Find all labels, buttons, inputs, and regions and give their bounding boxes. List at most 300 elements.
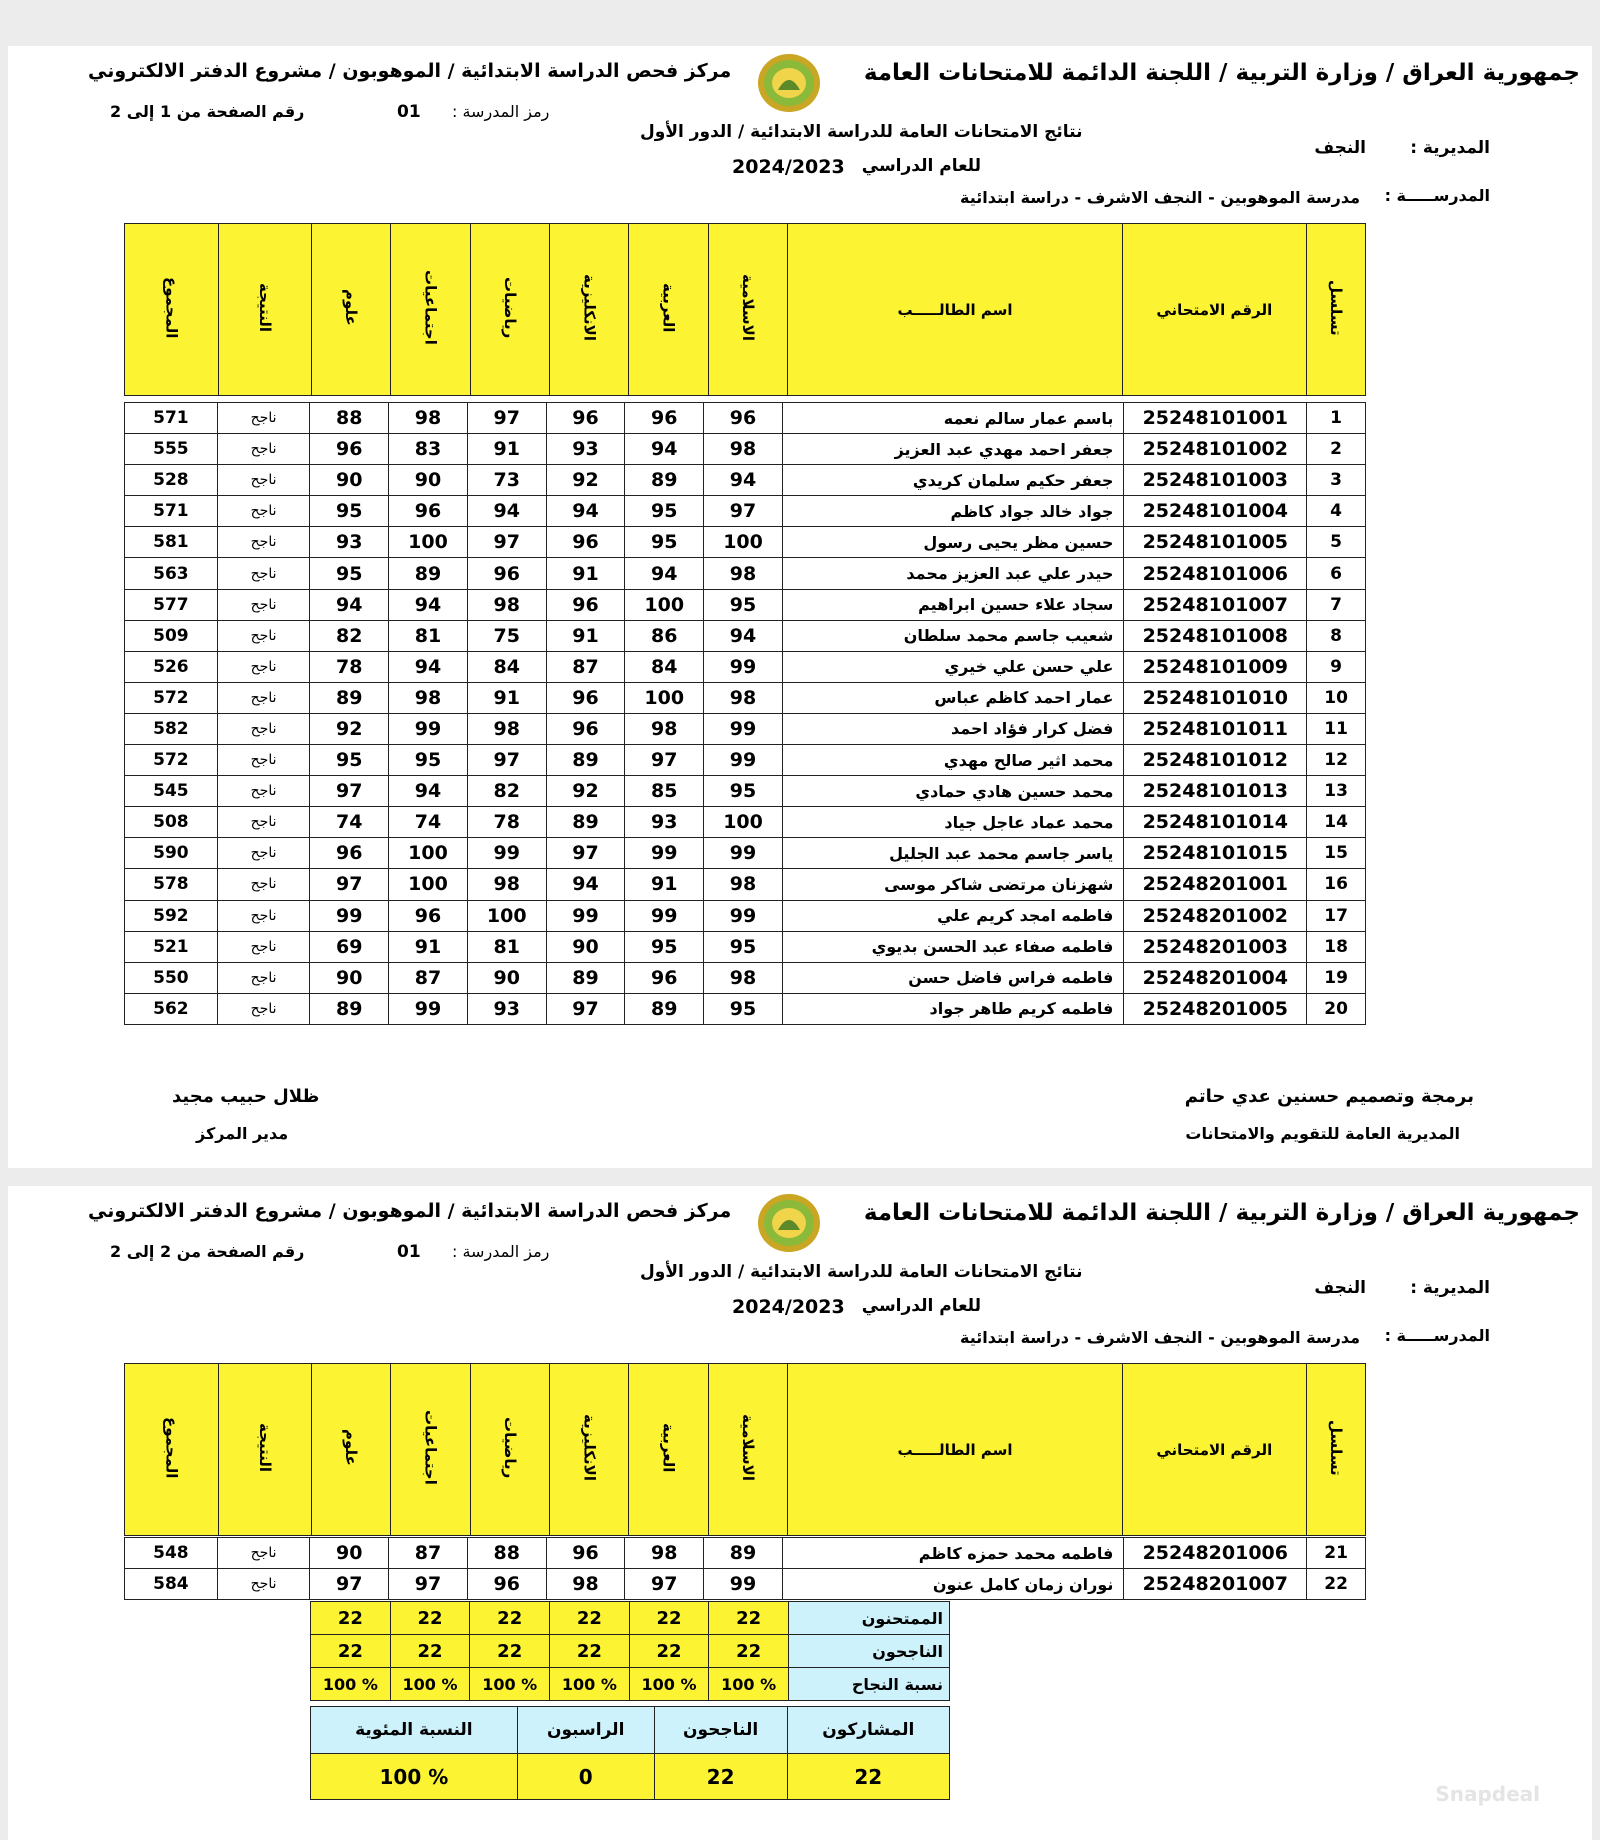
table-row xyxy=(125,776,1366,807)
ministry-emblem-icon xyxy=(756,1192,822,1254)
cell-serial: 8 xyxy=(1307,620,1366,651)
cell-islamic: 98 xyxy=(704,682,783,713)
stats-cell: 22 xyxy=(629,1635,709,1668)
cell-serial: 13 xyxy=(1307,776,1366,807)
cell-arabic: 98 xyxy=(625,1538,704,1569)
col-science: علوم xyxy=(311,224,390,396)
cell-serial: 19 xyxy=(1307,962,1366,993)
col-math: رياضيات xyxy=(470,224,549,396)
cell-social: 96 xyxy=(389,496,468,527)
cell-social: 98 xyxy=(389,682,468,713)
cell-arabic: 94 xyxy=(625,434,704,465)
cell-math: 93 xyxy=(467,993,546,1024)
stats-cell: % 100 xyxy=(390,1668,470,1701)
cell-social: 87 xyxy=(389,1538,468,1569)
cell-islamic: 95 xyxy=(704,931,783,962)
center-header: مركز فحص الدراسة الابتدائية / الموهوبون / مشروع الدفتر الالكتروني xyxy=(88,1200,732,1222)
cell-english: 94 xyxy=(546,496,625,527)
cell-total: 545 xyxy=(125,776,218,807)
cell-islamic: 99 xyxy=(704,838,783,869)
cell-serial: 21 xyxy=(1307,1538,1366,1569)
cell-social: 94 xyxy=(389,776,468,807)
cell-english: 89 xyxy=(546,807,625,838)
cell-serial: 20 xyxy=(1307,993,1366,1024)
cell-english: 91 xyxy=(546,620,625,651)
cell-result: ناجح xyxy=(217,931,310,962)
cell-result: ناجح xyxy=(217,589,310,620)
cell-islamic: 94 xyxy=(704,465,783,496)
cell-arabic: 96 xyxy=(625,962,704,993)
cell-social: 74 xyxy=(389,807,468,838)
school-code-label: رمز المدرسة : xyxy=(452,1242,550,1261)
cell-english: 89 xyxy=(546,962,625,993)
cell-islamic: 95 xyxy=(704,776,783,807)
col-arabic: العربية xyxy=(629,1364,708,1536)
cell-exam-no: 25248101003 xyxy=(1124,465,1307,496)
cell-total: 590 xyxy=(125,838,218,869)
cell-science: 94 xyxy=(310,589,389,620)
cell-science: 78 xyxy=(310,651,389,682)
cell-result: ناجح xyxy=(217,993,310,1024)
cell-exam-no: 25248101005 xyxy=(1124,527,1307,558)
school-code: 01 xyxy=(397,1242,421,1262)
stats-cell: 22 xyxy=(390,1635,470,1668)
col-name: اسم الطالـــــب xyxy=(788,1364,1123,1536)
table-row xyxy=(125,745,1366,776)
cell-result: ناجح xyxy=(217,869,310,900)
cell-math: 82 xyxy=(467,776,546,807)
cell-result: ناجح xyxy=(217,1538,310,1569)
cell-english: 99 xyxy=(546,900,625,931)
cell-math: 94 xyxy=(467,496,546,527)
cell-result: ناجح xyxy=(217,558,310,589)
stats-cell: 22 xyxy=(311,1635,391,1668)
cell-exam-no: 25248101006 xyxy=(1124,558,1307,589)
school-label: المدرســـــة : xyxy=(1384,186,1490,205)
summary-participants: 22 xyxy=(787,1754,949,1800)
col-social: اجتماعيات xyxy=(391,224,470,396)
cell-total: 572 xyxy=(125,745,218,776)
cell-science: 90 xyxy=(310,1538,389,1569)
stats-cell: % 100 xyxy=(470,1668,550,1701)
cell-english: 96 xyxy=(546,589,625,620)
stats-cell: 22 xyxy=(470,1635,550,1668)
cell-islamic: 97 xyxy=(704,496,783,527)
cell-arabic: 98 xyxy=(625,713,704,744)
cell-total: 578 xyxy=(125,869,218,900)
cell-result: ناجح xyxy=(217,682,310,713)
academic-year: 2024/2023 xyxy=(732,1296,845,1318)
ministry-header: جمهورية العراق / وزارة التربية / اللجنة الدائمة للامتحانات العامة xyxy=(863,1200,1580,1226)
school-label: المدرســـــة : xyxy=(1384,1326,1490,1345)
stats-cell: 22 xyxy=(709,1635,789,1668)
cell-science: 95 xyxy=(310,496,389,527)
cell-science: 96 xyxy=(310,838,389,869)
center-header: مركز فحص الدراسة الابتدائية / الموهوبون / مشروع الدفتر الالكتروني xyxy=(88,60,732,82)
cell-islamic: 96 xyxy=(704,403,783,434)
cell-result: ناجح xyxy=(217,434,310,465)
col-total: المجموع xyxy=(125,1364,219,1536)
cell-total: 582 xyxy=(125,713,218,744)
cell-serial: 2 xyxy=(1307,434,1366,465)
cell-science: 97 xyxy=(310,1569,389,1600)
cell-result: ناجح xyxy=(217,1569,310,1600)
cell-serial: 7 xyxy=(1307,589,1366,620)
col-social: اجتماعيات xyxy=(391,1364,470,1536)
cell-islamic: 94 xyxy=(704,620,783,651)
cell-name: سجاد علاء حسين ابراهيم xyxy=(782,589,1123,620)
directorate-label: المديرية : xyxy=(1410,138,1490,158)
cell-english: 94 xyxy=(546,869,625,900)
cell-total: 509 xyxy=(125,620,218,651)
cell-serial: 5 xyxy=(1307,527,1366,558)
cell-arabic: 94 xyxy=(625,558,704,589)
cell-serial: 22 xyxy=(1307,1569,1366,1600)
cell-total: 572 xyxy=(125,682,218,713)
cell-islamic: 98 xyxy=(704,434,783,465)
cell-social: 95 xyxy=(389,745,468,776)
summary-percent: % 100 xyxy=(311,1754,518,1800)
cell-math: 99 xyxy=(467,838,546,869)
stats-cell: 22 xyxy=(311,1602,391,1635)
cell-exam-no: 25248101011 xyxy=(1124,713,1307,744)
cell-total: 562 xyxy=(125,993,218,1024)
cell-english: 98 xyxy=(546,1569,625,1600)
col-result: النتيجة xyxy=(218,224,311,396)
cell-math: 98 xyxy=(467,869,546,900)
cell-english: 89 xyxy=(546,745,625,776)
cell-arabic: 89 xyxy=(625,993,704,1024)
watermark: Snapdeal xyxy=(1435,1782,1540,1806)
cell-social: 99 xyxy=(389,993,468,1024)
cell-islamic: 95 xyxy=(704,589,783,620)
cell-exam-no: 25248101001 xyxy=(1124,403,1307,434)
cell-result: ناجح xyxy=(217,776,310,807)
cell-total: 581 xyxy=(125,527,218,558)
cell-english: 90 xyxy=(546,931,625,962)
stats-cell: 22 xyxy=(390,1602,470,1635)
cell-english: 91 xyxy=(546,558,625,589)
col-islamic: الاسلامية xyxy=(708,1364,787,1536)
cell-science: 69 xyxy=(310,931,389,962)
col-exam-no: الرقم الامتحاني xyxy=(1122,224,1306,396)
results-sheet-page-2 xyxy=(8,1186,1592,1840)
table-row xyxy=(125,589,1366,620)
stats-cell: % 100 xyxy=(311,1668,391,1701)
cell-math: 90 xyxy=(467,962,546,993)
cell-social: 94 xyxy=(389,651,468,682)
cell-science: 93 xyxy=(310,527,389,558)
cell-english: 96 xyxy=(546,682,625,713)
cell-english: 87 xyxy=(546,651,625,682)
cell-arabic: 95 xyxy=(625,931,704,962)
cell-result: ناجح xyxy=(217,713,310,744)
cell-total: 584 xyxy=(125,1569,218,1600)
table-row xyxy=(125,993,1366,1024)
cell-total: 571 xyxy=(125,403,218,434)
cell-exam-no: 25248201006 xyxy=(1124,1538,1307,1569)
cell-name: فضل كرار فؤاد احمد xyxy=(782,713,1123,744)
cell-total: 548 xyxy=(125,1538,218,1569)
table-row xyxy=(125,713,1366,744)
results-title: نتائج الامتحانات العامة للدراسة الابتدائية / الدور الأول xyxy=(640,122,1083,142)
cell-exam-no: 25248201002 xyxy=(1124,900,1307,931)
cell-name: شهزنان مرتضى شاكر موسى xyxy=(782,869,1123,900)
director-name: ظلال حبيب مجيد xyxy=(172,1086,320,1107)
programmer-credit: برمجة وتصميم حسنين عدي حاتم xyxy=(1184,1086,1474,1107)
cell-islamic: 95 xyxy=(704,993,783,1024)
cell-serial: 9 xyxy=(1307,651,1366,682)
cell-arabic: 95 xyxy=(625,496,704,527)
cell-serial: 11 xyxy=(1307,713,1366,744)
cell-exam-no: 25248201004 xyxy=(1124,962,1307,993)
subject-stats-table xyxy=(310,1601,950,1701)
cell-arabic: 86 xyxy=(625,620,704,651)
cell-english: 97 xyxy=(546,993,625,1024)
cell-arabic: 100 xyxy=(625,682,704,713)
col-islamic: الاسلامية xyxy=(708,224,787,396)
cell-arabic: 85 xyxy=(625,776,704,807)
col-math: رياضيات xyxy=(470,1364,549,1536)
cell-serial: 3 xyxy=(1307,465,1366,496)
cell-exam-no: 25248101008 xyxy=(1124,620,1307,651)
cell-social: 87 xyxy=(389,962,468,993)
cell-exam-no: 25248201005 xyxy=(1124,993,1307,1024)
cell-math: 98 xyxy=(467,589,546,620)
results-sheet-page-1 xyxy=(8,46,1592,1168)
cell-serial: 10 xyxy=(1307,682,1366,713)
cell-arabic: 99 xyxy=(625,900,704,931)
cell-islamic: 99 xyxy=(704,651,783,682)
cell-science: 90 xyxy=(310,962,389,993)
cell-exam-no: 25248101002 xyxy=(1124,434,1307,465)
cell-name: ياسر جاسم محمد عبد الجليل xyxy=(782,838,1123,869)
school-value: مدرسة الموهوبين - النجف الاشرف - دراسة ابتدائية xyxy=(960,1328,1360,1347)
cell-english: 97 xyxy=(546,838,625,869)
cell-social: 89 xyxy=(389,558,468,589)
cell-arabic: 100 xyxy=(625,589,704,620)
cell-name: محمد اثير صالح مهدي xyxy=(782,745,1123,776)
cell-serial: 17 xyxy=(1307,900,1366,931)
table-row xyxy=(125,962,1366,993)
directorate-label: المديرية : xyxy=(1410,1278,1490,1298)
cell-result: ناجح xyxy=(217,900,310,931)
cell-result: ناجح xyxy=(217,620,310,651)
cell-social: 97 xyxy=(389,1569,468,1600)
cell-exam-no: 25248101012 xyxy=(1124,745,1307,776)
col-serial: تسلسل xyxy=(1306,224,1365,396)
cell-social: 91 xyxy=(389,931,468,962)
stats-cell: 22 xyxy=(550,1635,630,1668)
ministry-header: جمهورية العراق / وزارة التربية / اللجنة الدائمة للامتحانات العامة xyxy=(863,60,1580,86)
cell-math: 78 xyxy=(467,807,546,838)
stats-row-examined xyxy=(311,1602,950,1635)
cell-exam-no: 25248101009 xyxy=(1124,651,1307,682)
cell-math: 97 xyxy=(467,745,546,776)
students-table-page-2 xyxy=(124,1537,1366,1600)
cell-result: ناجح xyxy=(217,527,310,558)
cell-islamic: 98 xyxy=(704,869,783,900)
col-science: علوم xyxy=(311,1364,390,1536)
cell-exam-no: 25248101013 xyxy=(1124,776,1307,807)
cell-arabic: 99 xyxy=(625,838,704,869)
summary-participants-label: المشاركون xyxy=(787,1707,949,1754)
cell-social: 99 xyxy=(389,713,468,744)
cell-arabic: 97 xyxy=(625,745,704,776)
cell-exam-no: 25248201001 xyxy=(1124,869,1307,900)
stats-label: نسبة النجاح xyxy=(789,1668,950,1701)
summary-failed: 0 xyxy=(517,1754,654,1800)
cell-name: محمد عماد عاجل جياد xyxy=(782,807,1123,838)
cell-social: 98 xyxy=(389,403,468,434)
cell-science: 97 xyxy=(310,776,389,807)
cell-english: 92 xyxy=(546,776,625,807)
table-row xyxy=(125,1538,1366,1569)
cell-name: محمد حسين هادي حمادي xyxy=(782,776,1123,807)
cell-result: ناجح xyxy=(217,807,310,838)
students-table-page-1 xyxy=(124,402,1366,1025)
cell-name: حسين مظر يحيى رسول xyxy=(782,527,1123,558)
stats-cell: % 100 xyxy=(629,1668,709,1701)
column-header-table xyxy=(124,223,1366,396)
cell-islamic: 99 xyxy=(704,1569,783,1600)
cell-name: جعفر احمد مهدي عبد العزيز xyxy=(782,434,1123,465)
cell-name: فاطمه فراس فاضل حسن xyxy=(782,962,1123,993)
academic-year-label: للعام الدراسي xyxy=(861,1296,981,1316)
cell-result: ناجح xyxy=(217,651,310,682)
cell-math: 98 xyxy=(467,713,546,744)
cell-science: 74 xyxy=(310,807,389,838)
academic-year-label: للعام الدراسي xyxy=(861,156,981,176)
cell-islamic: 98 xyxy=(704,962,783,993)
cell-math: 88 xyxy=(467,1538,546,1569)
cell-name: علي حسن علي خيري xyxy=(782,651,1123,682)
cell-name: شعيب جاسم محمد سلطان xyxy=(782,620,1123,651)
cell-serial: 18 xyxy=(1307,931,1366,962)
page-number: رقم الصفحة من 1 إلى 2 xyxy=(110,102,305,121)
stats-cell: 22 xyxy=(550,1602,630,1635)
cell-serial: 4 xyxy=(1307,496,1366,527)
cell-math: 91 xyxy=(467,434,546,465)
cell-science: 95 xyxy=(310,745,389,776)
col-arabic: العربية xyxy=(629,224,708,396)
col-result: النتيجة xyxy=(218,1364,311,1536)
cell-arabic: 95 xyxy=(625,527,704,558)
cell-total: 508 xyxy=(125,807,218,838)
cell-exam-no: 25248101010 xyxy=(1124,682,1307,713)
cell-islamic: 99 xyxy=(704,745,783,776)
stats-row-rate xyxy=(311,1668,950,1701)
cell-exam-no: 25248101015 xyxy=(1124,838,1307,869)
cell-arabic: 97 xyxy=(625,1569,704,1600)
cell-science: 95 xyxy=(310,558,389,589)
cell-total: 577 xyxy=(125,589,218,620)
cell-exam-no: 25248101007 xyxy=(1124,589,1307,620)
cell-math: 91 xyxy=(467,682,546,713)
table-row xyxy=(125,496,1366,527)
cell-islamic: 99 xyxy=(704,713,783,744)
cell-result: ناجح xyxy=(217,465,310,496)
cell-science: 96 xyxy=(310,434,389,465)
cell-arabic: 91 xyxy=(625,869,704,900)
col-english: الانكليزية xyxy=(550,1364,629,1536)
table-row xyxy=(125,434,1366,465)
cell-name: نوران زمان كامل عنون xyxy=(782,1569,1124,1600)
table-row xyxy=(125,1569,1366,1600)
cell-result: ناجح xyxy=(217,838,310,869)
summary-passed-label: الناجحون xyxy=(654,1707,787,1754)
cell-result: ناجح xyxy=(217,962,310,993)
cell-science: 90 xyxy=(310,465,389,496)
table-row xyxy=(125,682,1366,713)
cell-arabic: 93 xyxy=(625,807,704,838)
cell-name: جواد خالد جواد كاظم xyxy=(782,496,1123,527)
cell-math: 100 xyxy=(467,900,546,931)
summary-passed: 22 xyxy=(654,1754,787,1800)
cell-islamic: 100 xyxy=(704,527,783,558)
col-serial: تسلسل xyxy=(1306,1364,1365,1536)
table-row xyxy=(125,900,1366,931)
cell-serial: 15 xyxy=(1307,838,1366,869)
cell-islamic: 98 xyxy=(704,558,783,589)
table-row xyxy=(125,931,1366,962)
cell-math: 97 xyxy=(467,527,546,558)
cell-result: ناجح xyxy=(217,745,310,776)
stats-label: الناجحون xyxy=(789,1635,950,1668)
cell-science: 82 xyxy=(310,620,389,651)
stats-cell: 22 xyxy=(709,1602,789,1635)
cell-result: ناجح xyxy=(217,496,310,527)
cell-name: فاطمه امجد كريم علي xyxy=(782,900,1123,931)
cell-serial: 6 xyxy=(1307,558,1366,589)
col-english: الانكليزية xyxy=(550,224,629,396)
school-code-label: رمز المدرسة : xyxy=(452,102,550,121)
cell-arabic: 89 xyxy=(625,465,704,496)
cell-math: 81 xyxy=(467,931,546,962)
cell-social: 100 xyxy=(389,869,468,900)
cell-english: 96 xyxy=(546,1538,625,1569)
cell-name: حيدر علي عبد العزيز محمد xyxy=(782,558,1123,589)
cell-english: 93 xyxy=(546,434,625,465)
cell-total: 521 xyxy=(125,931,218,962)
director-title: مدير المركز xyxy=(196,1124,289,1143)
cell-social: 100 xyxy=(389,527,468,558)
directorate-value: النجف xyxy=(1314,1278,1366,1298)
stats-row-passed xyxy=(311,1635,950,1668)
cell-name: عمار احمد كاظم عباس xyxy=(782,682,1123,713)
table-row xyxy=(125,807,1366,838)
results-title: نتائج الامتحانات العامة للدراسة الابتدائية / الدور الأول xyxy=(640,1262,1083,1282)
cell-exam-no: 25248201003 xyxy=(1124,931,1307,962)
cell-total: 528 xyxy=(125,465,218,496)
cell-islamic: 99 xyxy=(704,900,783,931)
cell-total: 592 xyxy=(125,900,218,931)
cell-math: 84 xyxy=(467,651,546,682)
cell-total: 526 xyxy=(125,651,218,682)
cell-islamic: 100 xyxy=(704,807,783,838)
cell-social: 96 xyxy=(389,900,468,931)
col-total: المجموع xyxy=(125,224,219,396)
cell-math: 75 xyxy=(467,620,546,651)
summary-failed-label: الراسبون xyxy=(517,1707,654,1754)
department-credit: المديرية العامة للتقويم والامتحانات xyxy=(1185,1124,1460,1143)
cell-total: 563 xyxy=(125,558,218,589)
cell-name: فاطمه كريم طاهر جواد xyxy=(782,993,1123,1024)
stats-cell: % 100 xyxy=(550,1668,630,1701)
cell-social: 90 xyxy=(389,465,468,496)
directorate-value: النجف xyxy=(1314,138,1366,158)
col-name: اسم الطالـــــب xyxy=(788,224,1123,396)
